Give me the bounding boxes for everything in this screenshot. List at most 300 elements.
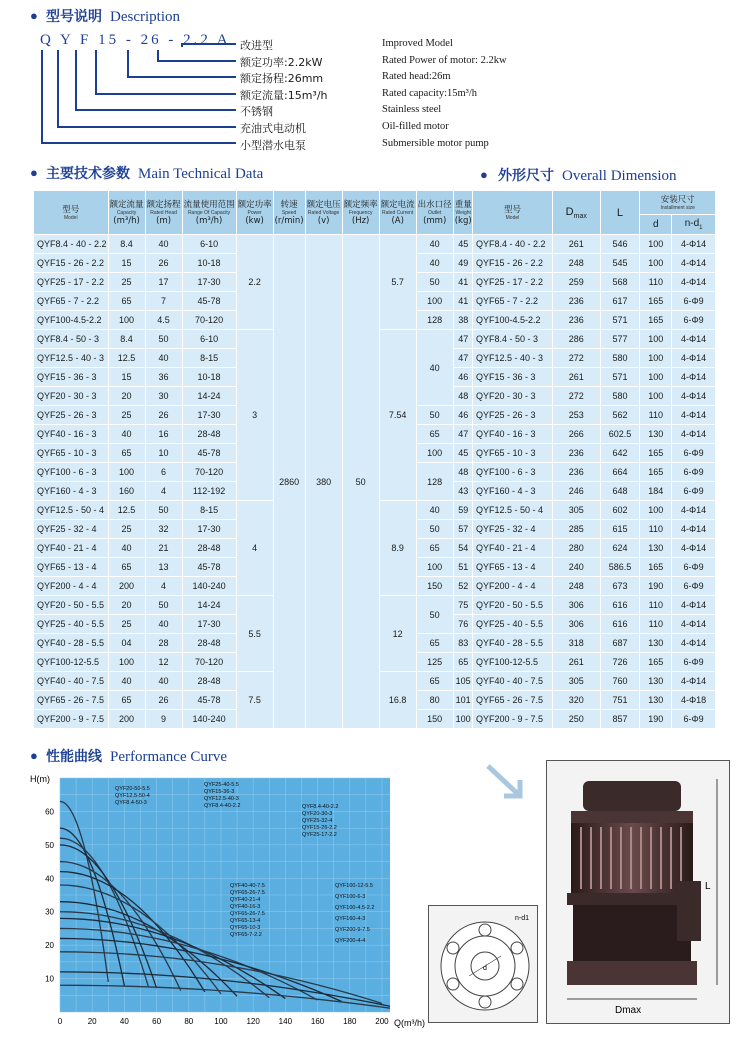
- dim-cell: 6-Φ9: [672, 653, 716, 672]
- tech-cell: 380: [305, 235, 342, 729]
- curve-label: QYF200-4-4: [335, 938, 366, 944]
- dim-cell: 602.5: [600, 425, 640, 444]
- tech-cell: 28-48: [182, 634, 236, 653]
- tech-cell: 45-78: [182, 691, 236, 710]
- dim-header: $D_{max}$: [552, 191, 600, 235]
- x-tick-label: 180: [343, 1017, 357, 1026]
- tech-cell: 52: [453, 577, 473, 596]
- dim-cell: 624: [600, 539, 640, 558]
- tech-cell: 100: [453, 710, 473, 729]
- tech-cell: 38: [453, 311, 473, 330]
- dim-header: $n-d_1$: [672, 215, 716, 235]
- dim-cell: 100: [640, 501, 672, 520]
- dim-cell: 236: [552, 311, 600, 330]
- dim-cell: QYF25 - 26 - 3: [473, 406, 553, 425]
- dim-row: [473, 349, 716, 368]
- curve-label: QYF100-4.5-2.2: [335, 905, 375, 911]
- description-cn: 额定功率:2.2kW: [240, 55, 323, 69]
- tech-cell: 40: [108, 539, 145, 558]
- dim-cell: 4-Φ14: [672, 501, 716, 520]
- tech-cell: 40: [108, 672, 145, 691]
- tech-cell: 46: [453, 406, 473, 425]
- tech-cell: 7.54: [379, 330, 416, 501]
- tech-row: [34, 672, 474, 691]
- dim-cell: 648: [600, 482, 640, 501]
- tech-cell: 12: [145, 653, 182, 672]
- tech-cell: 17-30: [182, 406, 236, 425]
- dim-cell: 6-Φ9: [672, 577, 716, 596]
- dim-cell: QYF8.4 - 40 - 2.2: [473, 235, 553, 254]
- tech-cell: 65: [416, 425, 453, 444]
- description-en: Rated capacity:15m³/h: [382, 87, 477, 99]
- x-axis-label: Q(m³/h): [394, 1018, 425, 1028]
- tech-cell: 25: [108, 520, 145, 539]
- tech-cell: 41: [453, 273, 473, 292]
- description-cn: 改进型: [240, 39, 273, 52]
- tech-cell: 48: [453, 463, 473, 482]
- curve-label: QYF8.4-40-2.2: [204, 803, 241, 809]
- tech-cell: 59: [453, 501, 473, 520]
- dim-cell: QYF200 - 9 - 7.5: [473, 710, 553, 729]
- tech-cell: 45-78: [182, 444, 236, 463]
- dim-cell: QYF12.5 - 50 - 4: [473, 501, 553, 520]
- tech-cell: 70-120: [182, 463, 236, 482]
- tech-cell: 50: [416, 406, 453, 425]
- section-title-curve: 性能曲线 Performance Curve: [46, 749, 228, 765]
- tech-cell: 65: [108, 691, 145, 710]
- dim-row: [473, 520, 716, 539]
- tech-cell: 14-24: [182, 387, 236, 406]
- tech-cell: 6: [145, 463, 182, 482]
- dim-cell: 240: [552, 558, 600, 577]
- dim-cell: 6-Φ9: [672, 463, 716, 482]
- tech-cell: 04: [108, 634, 145, 653]
- tech-cell: QYF8.4 - 50 - 3: [34, 330, 109, 349]
- dim-cell: 616: [600, 615, 640, 634]
- tech-cell: QYF25 - 40 - 5.5: [34, 615, 109, 634]
- dim-cell: 165: [640, 311, 672, 330]
- tech-cell: 4.5: [145, 311, 182, 330]
- dim-cell: 580: [600, 387, 640, 406]
- dim-cell: 617: [600, 292, 640, 311]
- x-tick-label: 20: [87, 1017, 97, 1026]
- dim-cell: QYF40 - 21 - 4: [473, 539, 553, 558]
- dim-cell: 110: [640, 596, 672, 615]
- curve-label: QYF15-26-2.2: [302, 825, 337, 831]
- tech-cell: 65: [108, 558, 145, 577]
- curve-label: QYF15-36-3: [204, 789, 235, 795]
- dim-row: [473, 463, 716, 482]
- dim-cell: QYF8.4 - 50 - 3: [473, 330, 553, 349]
- dim-row: [473, 615, 716, 634]
- tech-cell: 45-78: [182, 292, 236, 311]
- dimension-table: [472, 190, 716, 729]
- nd1-label: n-d1: [515, 915, 530, 922]
- dim-cell: 4-Φ14: [672, 539, 716, 558]
- dim-cell: 577: [600, 330, 640, 349]
- tech-cell: 15: [108, 368, 145, 387]
- model-code: Q Y F 15 - 26 - 2.2 A: [40, 32, 231, 48]
- dim-cell: 687: [600, 634, 640, 653]
- dim-cell: QYF100-12-5.5: [473, 653, 553, 672]
- curve-label: QYF20-30-3: [302, 811, 333, 817]
- dim-row: [473, 539, 716, 558]
- dim-cell: QYF15 - 26 - 2.2: [473, 254, 553, 273]
- dim-row: [473, 691, 716, 710]
- dim-cell: 642: [600, 444, 640, 463]
- tech-cell: 12.5: [108, 501, 145, 520]
- tech-cell: 105: [453, 672, 473, 691]
- tech-cell: 40: [416, 330, 453, 406]
- dim-cell: 130: [640, 691, 672, 710]
- flange-drawing: [428, 905, 538, 1023]
- dim-cell: QYF160 - 4 - 3: [473, 482, 553, 501]
- curve-label: QYF65-26-7.5: [230, 890, 265, 896]
- dim-cell: 4-Φ14: [672, 425, 716, 444]
- tech-header: 额定频率 Frequency (Hz): [342, 191, 379, 235]
- curve-label: QYF12.5-40-3: [204, 796, 239, 802]
- bullet-icon: ●: [480, 167, 488, 182]
- tech-row: [34, 330, 474, 349]
- dim-cell: 320: [552, 691, 600, 710]
- tech-cell: 20: [108, 596, 145, 615]
- dim-cell: QYF65 - 26 - 7.5: [473, 691, 553, 710]
- tech-cell: 65: [416, 672, 453, 691]
- dim-cell: 751: [600, 691, 640, 710]
- dim-header: d: [640, 215, 672, 235]
- dim-cell: 4-Φ14: [672, 387, 716, 406]
- dim-cell: 250: [552, 710, 600, 729]
- tech-table: [33, 190, 474, 729]
- dim-cell: 760: [600, 672, 640, 691]
- dim-cell: 664: [600, 463, 640, 482]
- section-title-tech: 主要技术参数 Main Technical Data: [46, 166, 264, 182]
- tech-cell: 7.5: [236, 672, 273, 729]
- tech-cell: 65: [416, 539, 453, 558]
- curve-label: QYF100-6-3: [335, 894, 366, 900]
- tech-header: 流量使用范围 Range Of Capacity (m³/h): [182, 191, 236, 235]
- tech-cell: 40: [108, 425, 145, 444]
- tech-cell: 80: [416, 691, 453, 710]
- dim-cell: QYF25 - 40 - 5.5: [473, 615, 553, 634]
- tech-cell: 26: [145, 406, 182, 425]
- tech-cell: 128: [416, 311, 453, 330]
- dim-cell: 4-Φ14: [672, 596, 716, 615]
- tech-cell: 4: [145, 482, 182, 501]
- dim-row: [473, 672, 716, 691]
- dim-row: [473, 577, 716, 596]
- tech-cell: 7: [145, 292, 182, 311]
- bullet-icon: ●: [30, 748, 38, 763]
- description-en: Rated head:26m: [382, 71, 451, 83]
- dim-row: [473, 596, 716, 615]
- tech-cell: 50: [416, 596, 453, 634]
- dim-cell: 184: [640, 482, 672, 501]
- dim-cell: 236: [552, 292, 600, 311]
- y-tick-label: 50: [45, 840, 54, 850]
- tech-header: 额定流量 Capacity (m³/h): [108, 191, 145, 235]
- dim-row: [473, 710, 716, 729]
- tech-header: 重量 Weight (kg): [453, 191, 473, 235]
- description-en: Rated Power of motor: 2.2kw: [382, 54, 507, 66]
- dim-cell: 305: [552, 672, 600, 691]
- dim-cell: 4-Φ14: [672, 235, 716, 254]
- tech-cell: 8.4: [108, 235, 145, 254]
- curve-label: QYF25-17-2.2: [302, 832, 337, 838]
- curve-label: QYF40-40-7.5: [230, 883, 265, 889]
- tech-header: 额定扬程 Rated Head (m): [145, 191, 182, 235]
- tech-header: 型号 Model: [34, 191, 109, 235]
- description-en: Submersible motor pump: [382, 137, 489, 149]
- dim-cell: 190: [640, 577, 672, 596]
- description-en: Stainless steel: [382, 104, 442, 116]
- tech-cell: 40: [145, 672, 182, 691]
- dim-cell: 130: [640, 672, 672, 691]
- tech-cell: 10-18: [182, 254, 236, 273]
- dim-cell: QYF200 - 4 - 4: [473, 577, 553, 596]
- x-tick-label: 120: [246, 1017, 260, 1026]
- dim-cell: 4-Φ18: [672, 691, 716, 710]
- dim-cell: 259: [552, 273, 600, 292]
- tech-cell: 100: [416, 292, 453, 311]
- x-tick-label: 0: [57, 1017, 63, 1026]
- dim-cell: 6-Φ9: [672, 558, 716, 577]
- dim-cell: QYF20 - 50 - 5.5: [473, 596, 553, 615]
- tech-cell: 125: [416, 653, 453, 672]
- tech-cell: 40: [416, 501, 453, 520]
- tech-cell: 40: [145, 615, 182, 634]
- curve-label: QYF25-32-4: [302, 818, 333, 824]
- description-cn: 额定扬程:26mm: [240, 72, 324, 86]
- dim-cell: 562: [600, 406, 640, 425]
- tech-cell: QYF15 - 36 - 3: [34, 368, 109, 387]
- dim-cell: 4-Φ14: [672, 330, 716, 349]
- dim-cell: 130: [640, 425, 672, 444]
- tech-cell: QYF200 - 9 - 7.5: [34, 710, 109, 729]
- dim-cell: QYF15 - 36 - 3: [473, 368, 553, 387]
- curve-label: QYF65-10-3: [230, 925, 261, 931]
- tech-cell: QYF65 - 26 - 7.5: [34, 691, 109, 710]
- dim-cell: 4-Φ14: [672, 349, 716, 368]
- tech-header: 转速 Speed (r/min): [273, 191, 305, 235]
- curve-label: QYF20-50-5.5: [115, 786, 150, 792]
- tech-cell: 16.8: [379, 672, 416, 729]
- dim-cell: 6-Φ9: [672, 311, 716, 330]
- tech-cell: QYF160 - 4 - 3: [34, 482, 109, 501]
- tech-cell: 21: [145, 539, 182, 558]
- tech-cell: 40: [145, 349, 182, 368]
- tech-cell: 43: [453, 482, 473, 501]
- y-tick-label: 60: [45, 807, 54, 817]
- tech-header: 额定电压 Rated Voltage (v): [305, 191, 342, 235]
- tech-cell: QYF100-12-5.5: [34, 653, 109, 672]
- tech-cell: QYF15 - 26 - 2.2: [34, 254, 109, 273]
- tech-cell: QYF200 - 4 - 4: [34, 577, 109, 596]
- description-cn: 额定流量:15m³/h: [240, 88, 328, 102]
- dim-cell: 272: [552, 349, 600, 368]
- description-cn: 不锈钢: [240, 105, 273, 119]
- curve-label: QYF40-21-4: [230, 897, 261, 903]
- curve-label: QYF8.4-50-3: [115, 800, 147, 806]
- x-tick-label: 160: [310, 1017, 325, 1026]
- dim-cell: 110: [640, 273, 672, 292]
- tech-cell: QYF25 - 17 - 2.2: [34, 273, 109, 292]
- tech-cell: 140-240: [182, 577, 236, 596]
- tech-cell: 5.5: [236, 596, 273, 672]
- dim-cell: QYF12.5 - 40 - 3: [473, 349, 553, 368]
- dim-cell: 100: [640, 330, 672, 349]
- x-tick-label: 200: [375, 1017, 389, 1026]
- tech-cell: 2860: [273, 235, 305, 729]
- bullet-icon: ●: [30, 8, 38, 23]
- dim-row: [473, 292, 716, 311]
- tech-cell: QYF65 - 7 - 2.2: [34, 292, 109, 311]
- tech-cell: 47: [453, 349, 473, 368]
- tech-cell: 3: [236, 330, 273, 501]
- dim-cell: 4-Φ14: [672, 273, 716, 292]
- dim-row: [473, 330, 716, 349]
- tech-cell: 26: [145, 691, 182, 710]
- tech-cell: 2.2: [236, 235, 273, 330]
- dim-cell: QYF40 - 28 - 5.5: [473, 634, 553, 653]
- curve-label: QYF65-26-7.5: [230, 911, 265, 917]
- dim-cell: 253: [552, 406, 600, 425]
- tech-cell: 25: [108, 273, 145, 292]
- dim-cell: 236: [552, 463, 600, 482]
- tech-cell: 28-48: [182, 539, 236, 558]
- dim-cell: 306: [552, 615, 600, 634]
- dim-cell: 100: [640, 387, 672, 406]
- dim-row: [473, 634, 716, 653]
- tech-cell: 17: [145, 273, 182, 292]
- tech-cell: 57: [453, 520, 473, 539]
- dim-cell: QYF65 - 10 - 3: [473, 444, 553, 463]
- dim-cell: 110: [640, 520, 672, 539]
- dim-cell: 4-Φ14: [672, 520, 716, 539]
- tech-cell: 50: [416, 520, 453, 539]
- curve-label: QYF12.5-50-4: [115, 793, 150, 799]
- tech-cell: 45: [453, 444, 473, 463]
- tech-cell: 40: [416, 254, 453, 273]
- tech-cell: 10-18: [182, 368, 236, 387]
- tech-cell: 112-192: [182, 482, 236, 501]
- tech-cell: 47: [453, 425, 473, 444]
- tech-row: [34, 501, 474, 520]
- tech-cell: 6-10: [182, 235, 236, 254]
- tech-cell: QYF12.5 - 50 - 4: [34, 501, 109, 520]
- dim-cell: 4-Φ14: [672, 615, 716, 634]
- x-tick-label: 100: [214, 1017, 228, 1026]
- curve-label: QYF65-13-4: [230, 918, 261, 924]
- section-title-description: 型号说明 Description: [46, 9, 180, 25]
- dim-cell: QYF100-4.5-2.2: [473, 311, 553, 330]
- y-tick-label: 40: [45, 874, 54, 884]
- dim-cell: 571: [600, 311, 640, 330]
- dim-cell: 100: [640, 235, 672, 254]
- dim-row: [473, 235, 716, 254]
- tech-cell: 40: [145, 235, 182, 254]
- tech-cell: 200: [108, 577, 145, 596]
- tech-cell: 30: [145, 387, 182, 406]
- dim-cell: 130: [640, 539, 672, 558]
- d-label: d: [483, 965, 487, 972]
- tech-cell: 200: [108, 710, 145, 729]
- tech-cell: 28: [145, 634, 182, 653]
- tech-cell: QYF40 - 28 - 5.5: [34, 634, 109, 653]
- tech-cell: QYF40 - 16 - 3: [34, 425, 109, 444]
- arrow-icon: [482, 760, 532, 805]
- dim-cell: 100: [640, 254, 672, 273]
- curve-label: QYF25-40-5.5: [204, 782, 239, 788]
- tech-header: 额定电流 Rated Current (A): [379, 191, 416, 235]
- dim-cell: 110: [640, 615, 672, 634]
- tech-cell: 54: [453, 539, 473, 558]
- tech-cell: 4: [145, 577, 182, 596]
- section-title-dimension: 外形尺寸 Overall Dimension: [498, 168, 677, 184]
- dim-cell: 266: [552, 425, 600, 444]
- dim-row: [473, 254, 716, 273]
- dim-cell: 6-Φ9: [672, 292, 716, 311]
- x-tick-label: 80: [184, 1017, 194, 1026]
- dim-cell: 286: [552, 330, 600, 349]
- dim-row: [473, 368, 716, 387]
- y-tick-label: 20: [45, 941, 54, 951]
- tech-cell: 49: [453, 254, 473, 273]
- pump-drawing: [546, 760, 730, 1024]
- y-tick-label: 10: [45, 974, 54, 984]
- dim-row: [473, 311, 716, 330]
- dim-cell: 616: [600, 596, 640, 615]
- dim-cell: 6-Φ9: [672, 710, 716, 729]
- tech-cell: 12: [379, 596, 416, 672]
- tech-cell: 41: [453, 292, 473, 311]
- dim-cell: 285: [552, 520, 600, 539]
- dim-cell: 280: [552, 539, 600, 558]
- dim-cell: 246: [552, 482, 600, 501]
- tech-cell: QYF25 - 32 - 4: [34, 520, 109, 539]
- tech-cell: QYF65 - 10 - 3: [34, 444, 109, 463]
- tech-cell: 45-78: [182, 558, 236, 577]
- tech-cell: 150: [416, 710, 453, 729]
- dim-row: [473, 273, 716, 292]
- dim-cell: 318: [552, 634, 600, 653]
- tech-cell: QYF65 - 13 - 4: [34, 558, 109, 577]
- y-axis-label: H(m): [30, 774, 50, 784]
- model-code-leader-lines: [0, 0, 240, 160]
- curve-label: QYF8.4-40-2.2: [302, 804, 339, 810]
- tech-cell: 47: [453, 330, 473, 349]
- tech-cell: 28-48: [182, 425, 236, 444]
- dim-cell: 545: [600, 254, 640, 273]
- tech-cell: 9: [145, 710, 182, 729]
- tech-cell: 13: [145, 558, 182, 577]
- dim-cell: QYF100 - 6 - 3: [473, 463, 553, 482]
- dim-cell: 272: [552, 387, 600, 406]
- curve-label: QYF40-16-3: [230, 904, 261, 910]
- dim-cell: 571: [600, 368, 640, 387]
- dim-cell: 165: [640, 463, 672, 482]
- dim-cell: QYF25 - 32 - 4: [473, 520, 553, 539]
- tech-cell: QYF12.5 - 40 - 3: [34, 349, 109, 368]
- dim-cell: 165: [640, 292, 672, 311]
- tech-cell: 17-30: [182, 273, 236, 292]
- tech-cell: 8.9: [379, 501, 416, 596]
- tech-cell: 17-30: [182, 520, 236, 539]
- description-cn: 充油式电动机: [240, 122, 306, 135]
- dim-cell: 261: [552, 235, 600, 254]
- tech-cell: 100: [416, 444, 453, 463]
- dim-cell: 6-Φ9: [672, 482, 716, 501]
